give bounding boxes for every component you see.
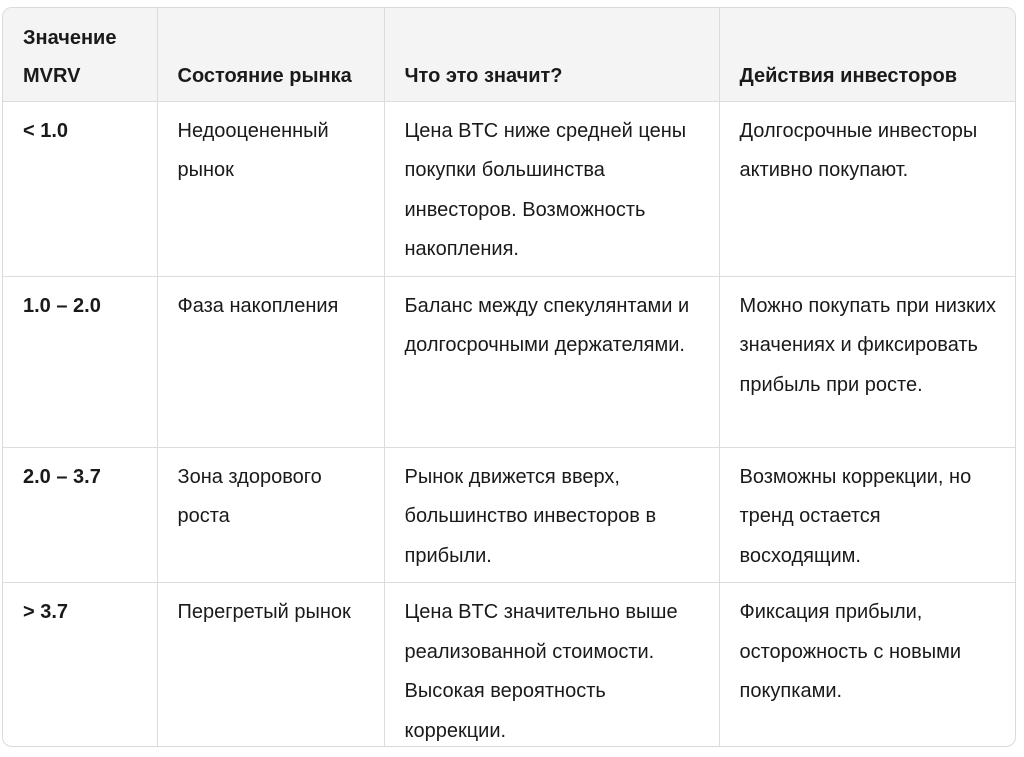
table-header-row: [3, 8, 1015, 101]
cell-meaning: Цена BTC ниже средней цены покупки большинства инвесторов. Возможность накопления.: [384, 101, 719, 276]
cell-mvrv-value: < 1.0: [3, 101, 157, 276]
cell-investor-actions: Возможны коррекции, но тренд остается восходящим.: [719, 447, 1015, 583]
cell-market-state: Перегретый рынок: [157, 583, 384, 748]
table-row: [3, 276, 1015, 447]
cell-meaning: Баланс между спекулянтами и долгосрочными держателями.: [384, 276, 719, 447]
table-row: [3, 101, 1015, 276]
table-row: [3, 447, 1015, 583]
cell-investor-actions: Фиксация прибыли, осторожность с новыми покупками.: [739, 601, 962, 702]
cell-meaning: Рынок движется вверх, большинство инвесторов в прибыли.: [384, 447, 719, 583]
cell-mvrv-value: 2.0 – 3.7: [3, 447, 157, 583]
cell-meaning: Цена BTC значительно выше реализованной стоимости. Высокая вероятность коррекции.: [384, 583, 719, 748]
mvrv-table-container: [2, 7, 1016, 747]
cell-market-state: Фаза накопления: [157, 276, 384, 447]
table-row: [3, 583, 1015, 748]
header-market-state: Состояние рынка: [157, 8, 384, 101]
cell-mvrv-value: 1.0 – 2.0: [3, 276, 157, 447]
cell-investor-actions: Долгосрочные инвесторы активно покупают.: [719, 101, 1015, 276]
cell-market-state: Недооцененный рынок: [157, 101, 384, 276]
header-mvrv-value: Значение MVRV: [3, 8, 157, 101]
cell-market-state: Зона здорового роста: [157, 447, 384, 583]
cell-mvrv-value: > 3.7: [3, 583, 157, 748]
header-meaning: Что это значит?: [384, 8, 719, 101]
header-investor-actions: Действия инвесторов: [719, 8, 1015, 101]
mvrv-table: [3, 8, 1015, 747]
cell-investor-actions: Можно покупать при низких значениях и фиксировать прибыль при росте.: [719, 276, 1015, 447]
